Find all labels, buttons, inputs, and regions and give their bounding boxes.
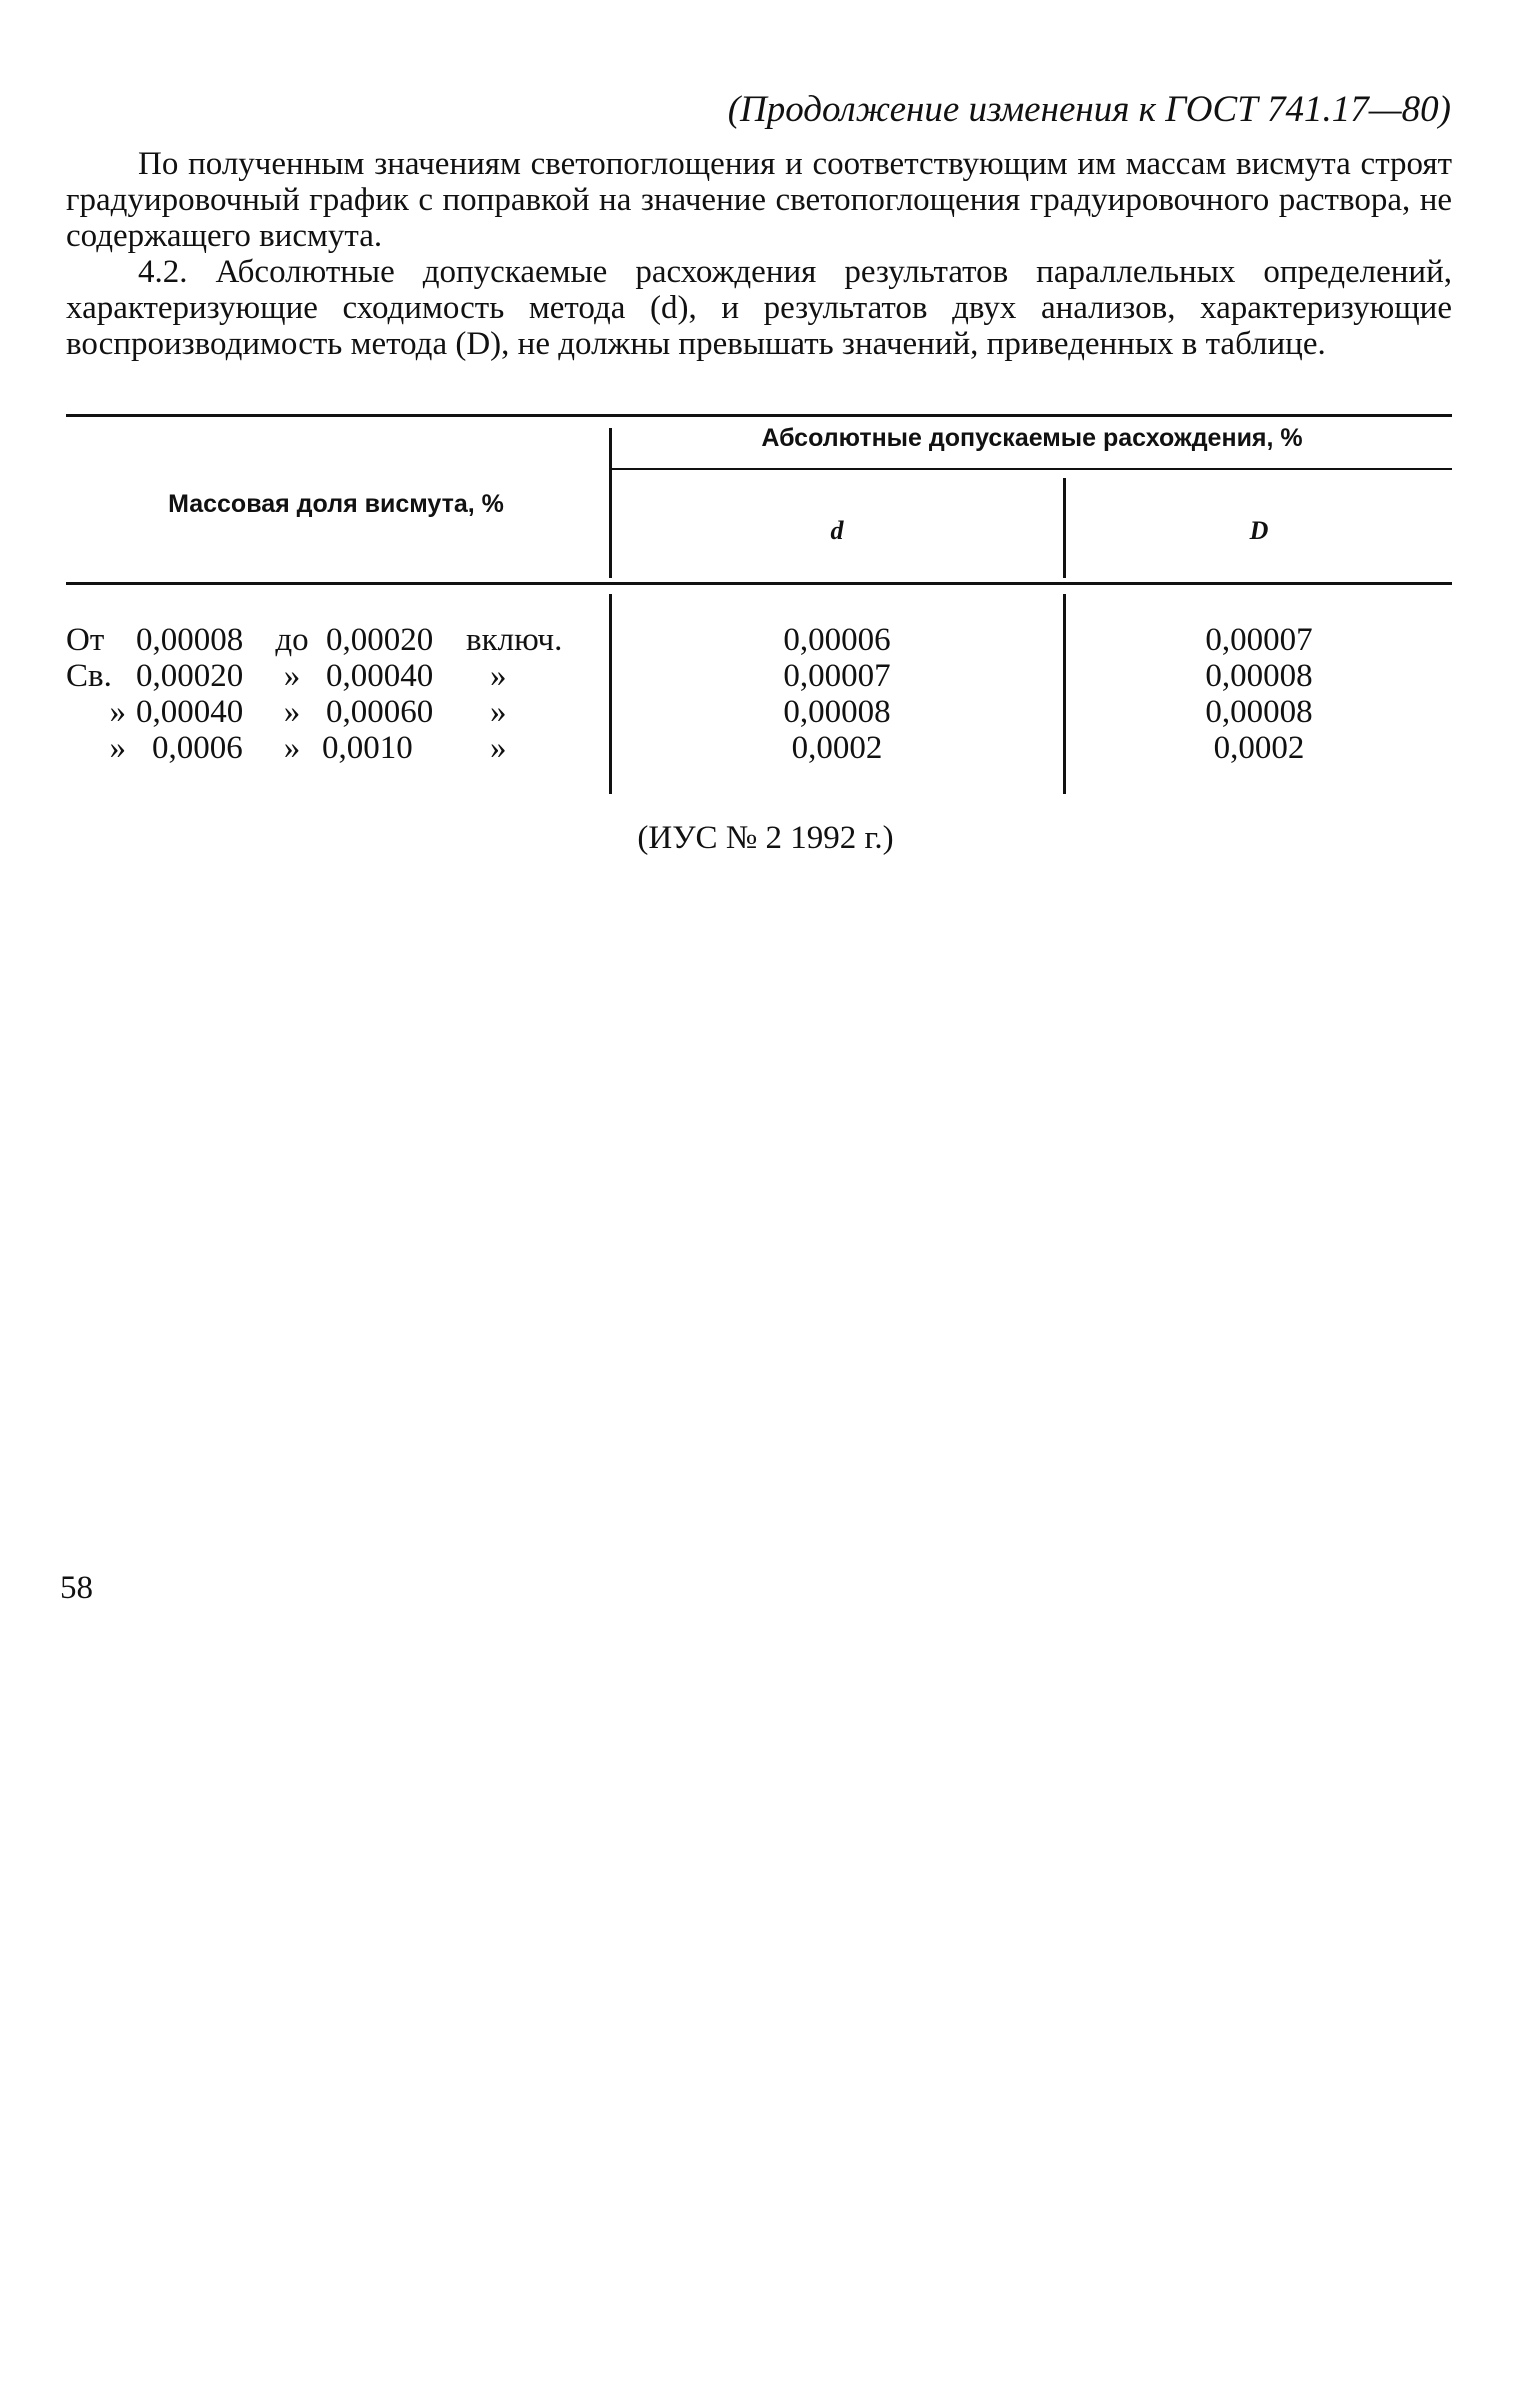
row-to: 0,00020 [326,622,434,658]
row-d-value: 0,00006 [783,622,891,658]
header-d: d [830,516,844,545]
table-row [66,694,1452,730]
row-from: 0,00008 [136,622,244,658]
table-row [66,658,1452,694]
row-suffix: » [490,730,507,766]
paragraph-text: 4.2. Абсолютные допускаемые расхождения результатов параллельных определений, характеризующие сходимость метода (d), и результатов двух анализов, характеризующие воспроизводимость метода (D), не должны превышать значений, приведенных в таблице. [66,254,1452,362]
row-connector: » [283,658,301,694]
group-header-rule [612,468,1452,470]
row-prefix: » [109,730,126,766]
row-suffix: » [490,658,507,694]
paragraph-tolerances [66,254,1452,362]
row-to: 0,0010 [322,730,413,766]
header-mass-fraction: Массовая доля висмута, % [168,490,504,518]
row-from: 0,00040 [136,694,244,730]
row-connector: » [283,730,301,766]
row-D-value: 0,0002 [1213,730,1305,766]
row-d-value: 0,0002 [791,730,883,766]
row-from: 0,00020 [136,658,244,694]
row-prefix: От [66,622,105,658]
row-d-value: 0,00008 [783,694,891,730]
row-prefix: » [109,694,126,730]
row-from: 0,0006 [152,730,243,766]
row-to: 0,00040 [326,658,434,694]
page-number: 58 [60,1570,93,1606]
header-absolute-deviations: Абсолютные допускаемые расхождения, % [761,424,1303,452]
row-connector: до [275,622,309,658]
table-top-rule [66,414,1452,417]
row-D-value: 0,00008 [1205,694,1313,730]
table-row [66,622,1452,658]
row-connector: » [283,694,301,730]
continuation-header: (Продолжение изменения к ГОСТ 741.17—80) [727,89,1451,130]
paragraph-text: По полученным значениям светопоглощения и соответствующим им массам висмута строят градуировочный график с поправкой на значение светопоглощения градуировочного раствора, не содержащего висмута. [66,146,1452,254]
row-suffix: » [490,694,507,730]
row-D-value: 0,00008 [1205,658,1313,694]
table-row [66,730,1452,766]
row-suffix: включ. [466,622,563,658]
table-body [66,622,1452,766]
header-bottom-rule [66,582,1452,585]
amendment-source: (ИУС № 2 1992 г.) [637,820,894,856]
row-D-value: 0,00007 [1205,622,1313,658]
row-d-value: 0,00007 [783,658,891,694]
header-D: D [1249,516,1269,545]
row-to: 0,00060 [326,694,434,730]
paragraph-calibration [66,146,1452,254]
row-prefix: Св. [66,658,112,694]
